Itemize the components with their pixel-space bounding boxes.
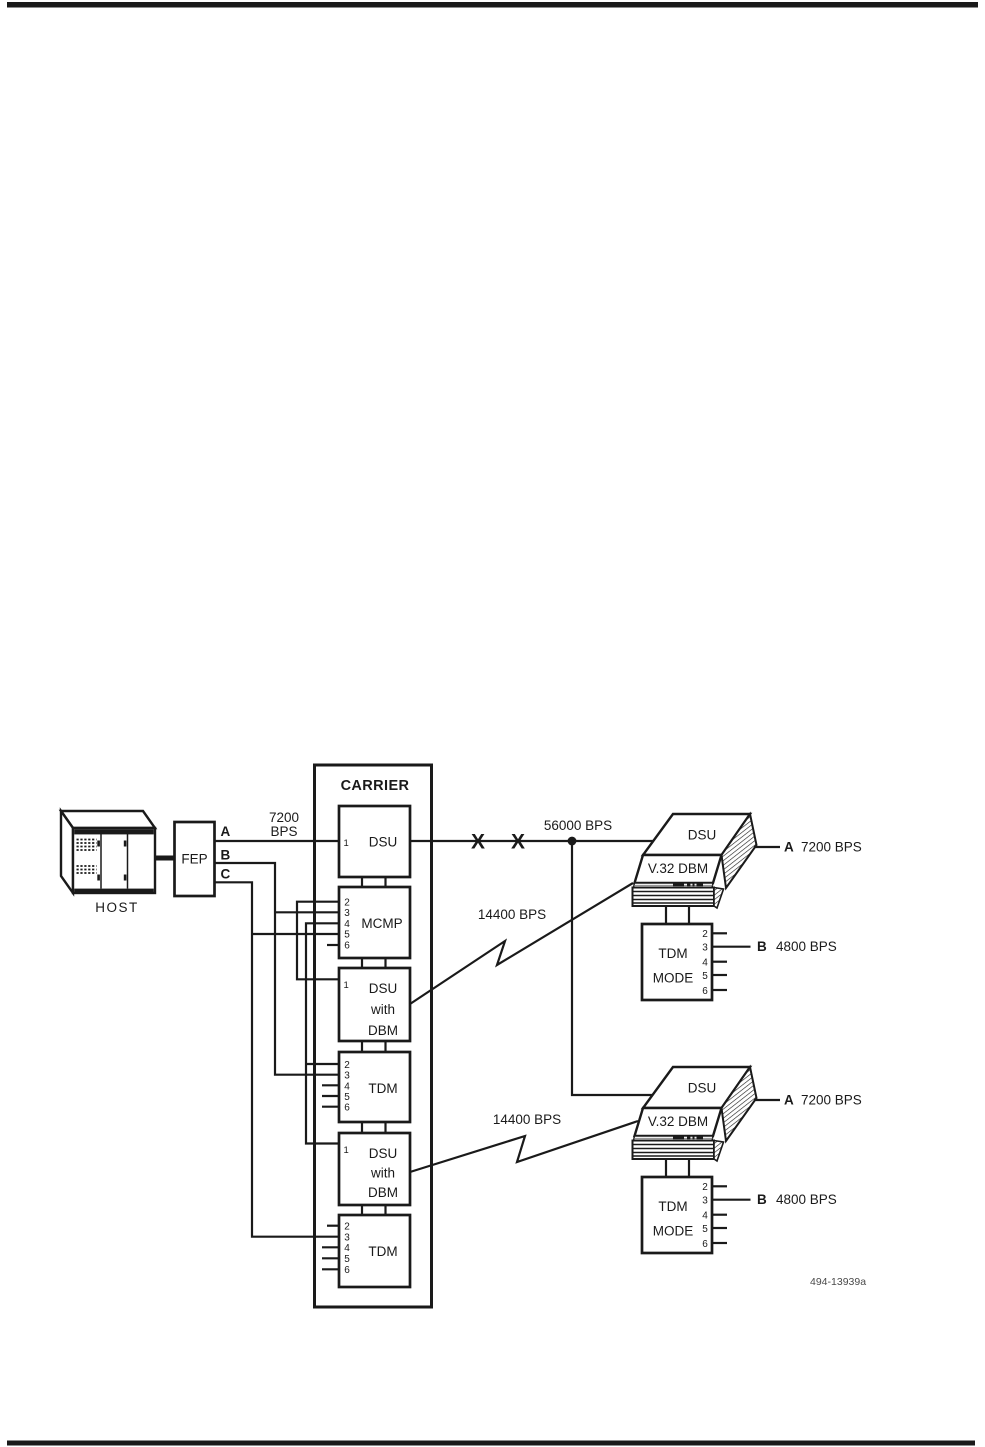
- tdm2-port-stubs: [322, 1226, 339, 1270]
- remote2-tdm-line1: TDM: [658, 1199, 688, 1214]
- svg-text:2: 2: [344, 897, 350, 909]
- svg-text:4: 4: [344, 1081, 350, 1093]
- channel-a-rate-line2: BPS: [270, 824, 298, 839]
- figure-number: 494-13939a: [810, 1276, 867, 1288]
- remote2-port-b-rate: 4800 BPS: [776, 1192, 837, 1207]
- dsu-dbm2-line2: with: [370, 1165, 396, 1181]
- carrier-dsu-label: DSU: [368, 834, 398, 850]
- svg-text:6: 6: [702, 1239, 708, 1250]
- remote1-port-b-label: B: [757, 939, 767, 954]
- channel-b-label: B: [220, 847, 231, 863]
- line-break-x1-icon: X: [470, 830, 486, 854]
- remote1-tdm-line1: TDM: [658, 946, 688, 961]
- remote2-port-b-label: B: [757, 1192, 767, 1207]
- svg-text:3: 3: [702, 1195, 708, 1207]
- mcmp-port-numbers: [344, 898, 350, 952]
- svg-text:2: 2: [702, 929, 708, 940]
- svg-text:4: 4: [344, 1243, 350, 1254]
- channel-b-wire: [214, 863, 339, 1075]
- remote1-port-numbers: [702, 929, 708, 997]
- channel-wires: [214, 841, 339, 1237]
- backup-rate2-label: 14400 BPS: [492, 1112, 562, 1127]
- remote1-port-a-label: A: [784, 839, 794, 855]
- remote1-port-a-rate: 7200 BPS: [801, 839, 862, 855]
- svg-text:6: 6: [344, 1265, 350, 1276]
- remote1-port-b-rate: 4800 BPS: [776, 939, 837, 954]
- svg-text:3: 3: [344, 908, 350, 919]
- remote2-port-a-label: A: [784, 1092, 794, 1108]
- svg-text:6: 6: [344, 940, 350, 952]
- svg-text:5: 5: [344, 1254, 350, 1265]
- svg-text:3: 3: [702, 942, 708, 954]
- svg-text:6: 6: [702, 986, 708, 997]
- svg-text:4: 4: [702, 1210, 708, 1222]
- host-label: HOST: [95, 900, 139, 915]
- tdm2-port-numbers: [344, 1222, 350, 1277]
- page-top-rule: [7, 2, 978, 8]
- channel-a-rate-line1: 7200: [268, 810, 300, 825]
- mcmp-to-dbm2-wire: [306, 923, 339, 1143]
- backup-rate1-label: 14400 BPS: [477, 907, 547, 922]
- carrier-dsu-port-number: 1: [343, 838, 349, 849]
- dsu-dbm1-line2: with: [370, 1002, 396, 1017]
- svg-text:2: 2: [344, 1060, 350, 1071]
- page-bottom-rule: [7, 1441, 975, 1446]
- remote2-port-numbers: [702, 1182, 708, 1250]
- svg-text:5: 5: [702, 1224, 708, 1235]
- svg-text:3: 3: [344, 1232, 350, 1244]
- svg-text:3: 3: [344, 1070, 350, 1082]
- channel-a-label: A: [220, 824, 231, 839]
- svg-text:2: 2: [702, 1182, 708, 1193]
- remote2-port-a-rate: 7200 BPS: [801, 1092, 862, 1108]
- remote1-tdm-line2: MODE: [652, 970, 694, 986]
- dial-backup-link1-line: [410, 883, 633, 1004]
- carrier-tdm2-label: TDM: [368, 1244, 398, 1259]
- svg-text:4: 4: [344, 919, 350, 930]
- tdm1-port-stubs: [322, 1085, 339, 1106]
- fep-label: FEP: [181, 851, 208, 867]
- trunk-rate-label: 56000 BPS: [543, 818, 613, 833]
- remote2-dsu-label: DSU: [687, 1080, 717, 1096]
- host-cabinet-icon: [61, 811, 155, 893]
- dsu-dbm2-line3: DBM: [368, 1185, 398, 1200]
- remote2-tdm-line2: MODE: [652, 1223, 694, 1239]
- dial-backup-link2-line: [410, 1121, 638, 1172]
- tdm1-port-numbers: [344, 1060, 350, 1114]
- dsu-dbm2-port-number: 1: [343, 1145, 349, 1156]
- svg-text:5: 5: [702, 971, 708, 982]
- svg-text:5: 5: [344, 1092, 350, 1103]
- svg-text:4: 4: [702, 957, 708, 969]
- dsu-dbm2-line1: DSU: [368, 1146, 398, 1161]
- svg-text:2: 2: [344, 1221, 350, 1233]
- line-break-x2-icon: X: [510, 830, 526, 854]
- svg-text:5: 5: [344, 929, 350, 941]
- carrier-title: CARRIER: [340, 778, 410, 794]
- remote1-dbm-label: V.32 DBM: [647, 861, 709, 876]
- dsu-dbm1-line3: DBM: [368, 1023, 398, 1038]
- dsu-dbm1-port-number: 1: [343, 980, 349, 991]
- carrier-tdm1-label: TDM: [368, 1081, 398, 1096]
- remote2-dbm-label: V.32 DBM: [647, 1114, 709, 1129]
- remote1-dsu-label: DSU: [687, 827, 717, 843]
- carrier-mcmp-label: MCMP: [361, 916, 403, 931]
- dsu-dbm1-line1: DSU: [368, 981, 398, 996]
- channel-c-label: C: [220, 866, 231, 882]
- svg-text:6: 6: [344, 1102, 350, 1114]
- channel-c-wire: [214, 882, 339, 1236]
